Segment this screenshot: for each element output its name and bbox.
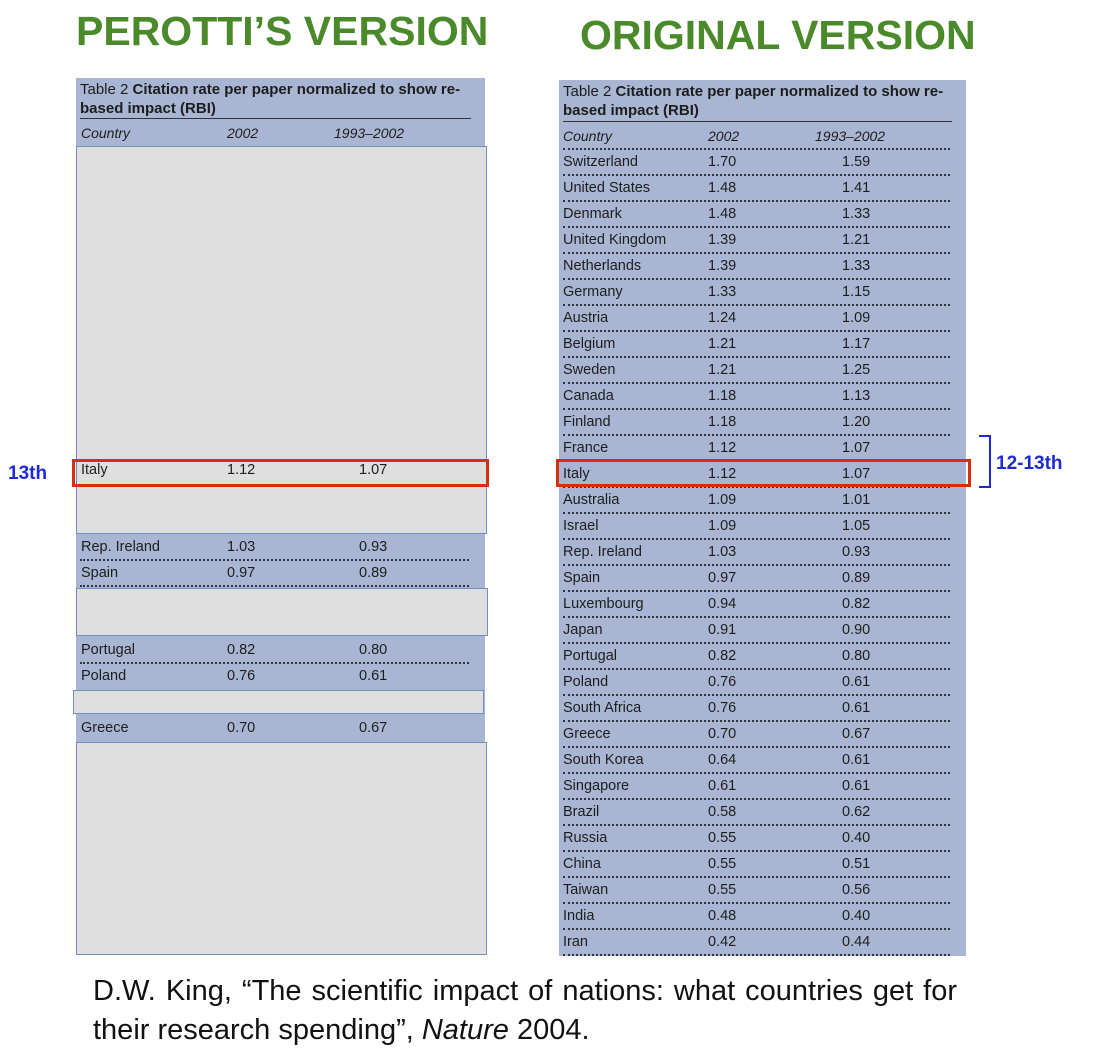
italy-highlight-left: [72, 459, 489, 487]
col-header-2002: 2002: [227, 125, 259, 141]
italy-highlight-right: [556, 459, 971, 487]
hidden-rows-mask: [73, 690, 484, 714]
table-row: Portugal 0.82 0.80: [76, 638, 485, 664]
table-row: Australia 1.09 1.01: [559, 488, 966, 514]
table-row: Finland 1.18 1.20: [559, 410, 966, 436]
table-row: South Korea 0.64 0.61: [559, 748, 966, 774]
table-row: Belgium 1.21 1.17: [559, 332, 966, 358]
table-row: Greece 0.70 0.67: [81, 720, 388, 736]
bracket-icon: [979, 435, 991, 488]
rank-label-left: 13th: [8, 463, 48, 484]
table-row: Austria 1.24 1.09: [559, 306, 966, 332]
table-caption: Table 2 Citation rate per paper normalized to show re-based impact (RBI): [563, 83, 944, 119]
table-row: Japan 0.91 0.90: [559, 618, 966, 644]
original-version-heading: ORIGINAL VERSION: [580, 12, 976, 58]
table-row: Brazil 0.58 0.62: [559, 800, 966, 826]
table-row: Taiwan 0.55 0.56: [559, 878, 966, 904]
table-row: Singapore 0.61 0.61: [559, 774, 966, 800]
source-citation: D.W. King, “The scientific impact of nations: what countries get for their research spending”, Nature 2004.: [93, 975, 957, 1046]
table-row: Portugal 0.82 0.80: [559, 644, 966, 670]
table-row: India 0.48 0.40: [559, 904, 966, 930]
col-header-1993-2002: 1993–2002: [334, 125, 405, 141]
col-header-2002: 2002: [708, 128, 740, 144]
table-row: Italy 1.12 1.07: [81, 462, 388, 478]
caption-rule: [80, 118, 471, 119]
table-row: Italy 1.12 1.07: [559, 462, 966, 488]
table-row: United States 1.48 1.41: [559, 176, 966, 202]
rank-label-right: 12-13th: [996, 453, 1063, 474]
hidden-rows-mask: [76, 588, 488, 636]
table-row: France 1.12 1.07: [559, 436, 966, 462]
table-row: Germany 1.33 1.15: [559, 280, 966, 306]
table-row: Luxembourg 0.94 0.82: [559, 592, 966, 618]
table-row: Canada 1.18 1.13: [559, 384, 966, 410]
table-row: Rep. Ireland 1.03 0.93: [559, 540, 966, 566]
col-header-country: Country: [563, 128, 613, 144]
table-row: South Africa 0.76 0.61: [559, 696, 966, 722]
caption-rule: [563, 121, 952, 122]
table-row: Poland 0.76 0.61: [559, 670, 966, 696]
table-row: Switzerland 1.70 1.59: [559, 150, 966, 176]
table-row: China 0.55 0.51: [559, 852, 966, 878]
original-table: [559, 80, 966, 956]
col-header-country: Country: [81, 125, 131, 141]
table-row: Spain 0.97 0.89: [76, 561, 485, 587]
table-row: Rep. Ireland 1.03 0.93: [76, 535, 485, 561]
table-row: Netherlands 1.39 1.33: [559, 254, 966, 280]
table-row: Israel 1.09 1.05: [559, 514, 966, 540]
table-row: Spain 0.97 0.89: [559, 566, 966, 592]
table-caption: Table 2 Citation rate per paper normalized to show re-based impact (RBI): [80, 81, 461, 117]
hidden-rows-mask: [76, 742, 487, 955]
table-row: United Kingdom 1.39 1.21: [559, 228, 966, 254]
table-row: Iran 0.42 0.44: [559, 930, 966, 956]
col-header-1993-2002: 1993–2002: [815, 128, 886, 144]
table-row: Russia 0.55 0.40: [559, 826, 966, 852]
perotti-table: [76, 78, 485, 955]
table-row: Poland 0.76 0.61: [81, 668, 388, 684]
table-row: Sweden 1.21 1.25: [559, 358, 966, 384]
table-row: Greece 0.70 0.67: [559, 722, 966, 748]
perotti-version-heading: PEROTTI’S VERSION: [76, 8, 489, 54]
table-row: Denmark 1.48 1.33: [559, 202, 966, 228]
